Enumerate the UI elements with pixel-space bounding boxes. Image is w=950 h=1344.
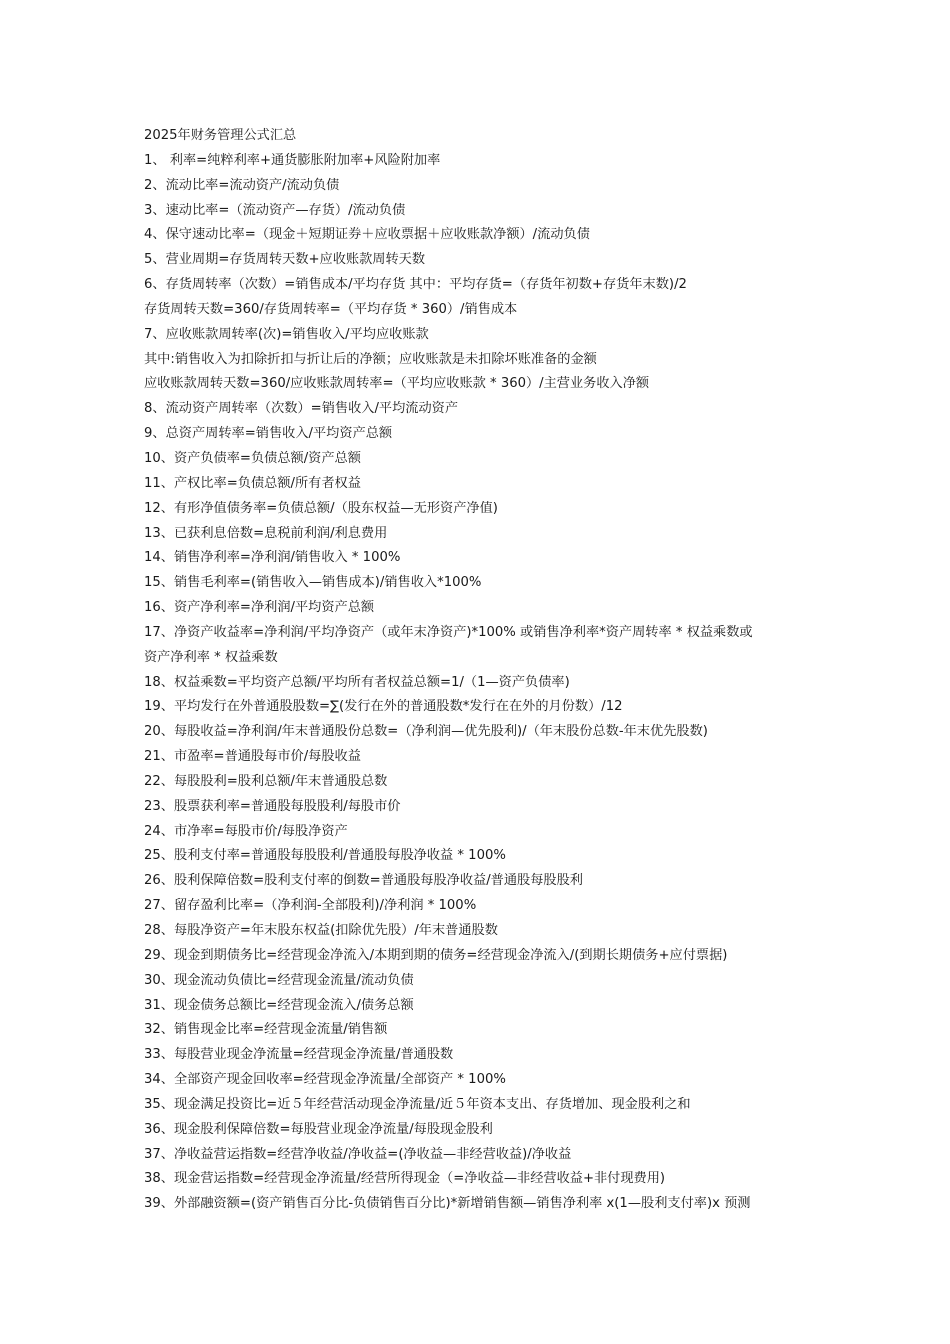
formula-line: 13、已获利息倍数=息税前利润/利息费用 <box>144 525 388 541</box>
formula-line: 21、市盈率=普通股每市价/每股收益 <box>144 749 361 765</box>
formula-line: 18、权益乘数=平均资产总额/平均所有者权益总额=1/（1—资产负债率) <box>144 674 570 690</box>
formula-line: 12、有形净值债务率=负债总额/（股东权益—无形资产净值) <box>144 500 498 516</box>
formula-line: 19、平均发行在外普通股股数=∑(发行在外的普通股数*发行在在外的月份数）/12 <box>144 699 623 715</box>
formula-line: 7、应收账款周转率(次)=销售收入/平均应收账款 <box>144 326 429 342</box>
formula-line: 5、营业周期=存货周转天数+应收账款周转天数 <box>144 252 426 268</box>
formula-line: 16、资产净利率=净利润/平均资产总额 <box>144 600 375 616</box>
formula-line: 1、 利率=纯粹利率+通货膨胀附加率+风险附加率 <box>144 152 441 168</box>
formula-line: 26、股利保障倍数=股利支付率的倒数=普通股每股净收益/普通股每股股利 <box>144 873 583 889</box>
formula-line: 33、每股营业现金净流量=经营现金净流量/普通股数 <box>144 1047 454 1063</box>
formula-line: 31、现金债务总额比=经营现金流入/债务总额 <box>144 997 414 1013</box>
document-title: 2025年财务管理公式汇总 <box>144 128 297 143</box>
formula-line: 3、速动比率=（流动资产—存货）/流动负债 <box>144 202 406 218</box>
formula-line: 11、产权比率=负债总额/所有者权益 <box>144 475 361 491</box>
formula-line: 39、外部融资额=(资产销售百分比-负债销售百分比)*新增销售额—销售净利率 x(1—股利支付率)x 预测 <box>144 1196 751 1212</box>
formula-line: 9、总资产周转率=销售收入/平均资产总额 <box>144 426 393 442</box>
document-page <box>144 124 816 1217</box>
formula-line: 2、流动比率=流动资产/流动负债 <box>144 177 340 193</box>
formula-line: 8、流动资产周转率（次数）=销售收入/平均流动资产 <box>144 401 459 417</box>
formula-line: 存货周转天数=360/存货周转率=（平均存货 * 360）/销售成本 <box>144 301 518 317</box>
formula-line: 30、现金流动负债比=经营现金流量/流动负债 <box>144 972 414 988</box>
formula-line: 应收账款周转天数=360/应收账款周转率=（平均应收账款 * 360）/主营业务收入净额 <box>144 376 650 392</box>
formula-line: 35、现金满足投资比=近５年经营活动现金净流量/近５年资本支出、存货增加、现金股利之和 <box>144 1096 691 1112</box>
formula-line: 25、股利支付率=普通股每股股利/普通股每股净收益 * 100% <box>144 848 506 864</box>
formula-line: 10、资产负债率=负债总额/资产总额 <box>144 450 361 466</box>
formula-line: 20、每股收益=净利润/年末普通股份总数=（净利润—优先股利)/（年末股份总数-年末优先股数) <box>144 724 708 740</box>
formula-line: 24、市净率=每股市价/每股净资产 <box>144 823 348 839</box>
formula-line: 38、现金营运指数=经营现金净流量/经营所得现金（=净收益—非经营收益+非付现费用) <box>144 1171 666 1187</box>
formula-line: 27、留存盈利比率=（净利润-全部股利)/净利润 * 100% <box>144 898 477 914</box>
formula-line: 23、股票获利率=普通股每股股利/每股市价 <box>144 798 401 814</box>
formula-line: 4、保守速动比率=（现金＋短期证券＋应收票据＋应收账款净额）/流动负债 <box>144 227 590 243</box>
formula-line: 37、净收益营运指数=经营净收益/净收益=(净收益—非经营收益)/净收益 <box>144 1146 572 1162</box>
formula-line: 22、每股股利=股利总额/年末普通股总数 <box>144 773 388 789</box>
formula-line: 17、净资产收益率=净利润/平均净资产（或年末净资产)*100% 或销售净利率*资产周转率 * 权益乘数或 <box>144 624 753 640</box>
formula-line: 15、销售毛利率=(销售收入—销售成本)/销售收入*100% <box>144 575 482 591</box>
formula-line: 其中:销售收入为扣除折扣与折让后的净额；应收账款是未扣除坏账准备的金额 <box>144 351 597 367</box>
formula-line: 6、存货周转率（次数）=销售成本/平均存货 其中：平均存货=（存货年初数+存货年末数)/2 <box>144 277 687 293</box>
formula-line: 36、现金股利保障倍数=每股营业现金净流量/每股现金股利 <box>144 1121 493 1137</box>
formula-line: 34、全部资产现金回收率=经营现金净流量/全部资产 * 100% <box>144 1072 506 1088</box>
formula-line: 32、销售现金比率=经营现金流量/销售额 <box>144 1022 388 1038</box>
formula-line: 14、销售净利率=净利润/销售收入 * 100% <box>144 550 401 566</box>
formula-line: 28、每股净资产=年末股东权益(扣除优先股）/年末普通股数 <box>144 923 498 938</box>
formula-line: 29、现金到期债务比=经营现金净流入/本期到期的债务=经营现金净流入/(到期长期债务+应付票据) <box>144 947 728 963</box>
formula-line: 资产净利率 * 权益乘数 <box>144 649 278 665</box>
